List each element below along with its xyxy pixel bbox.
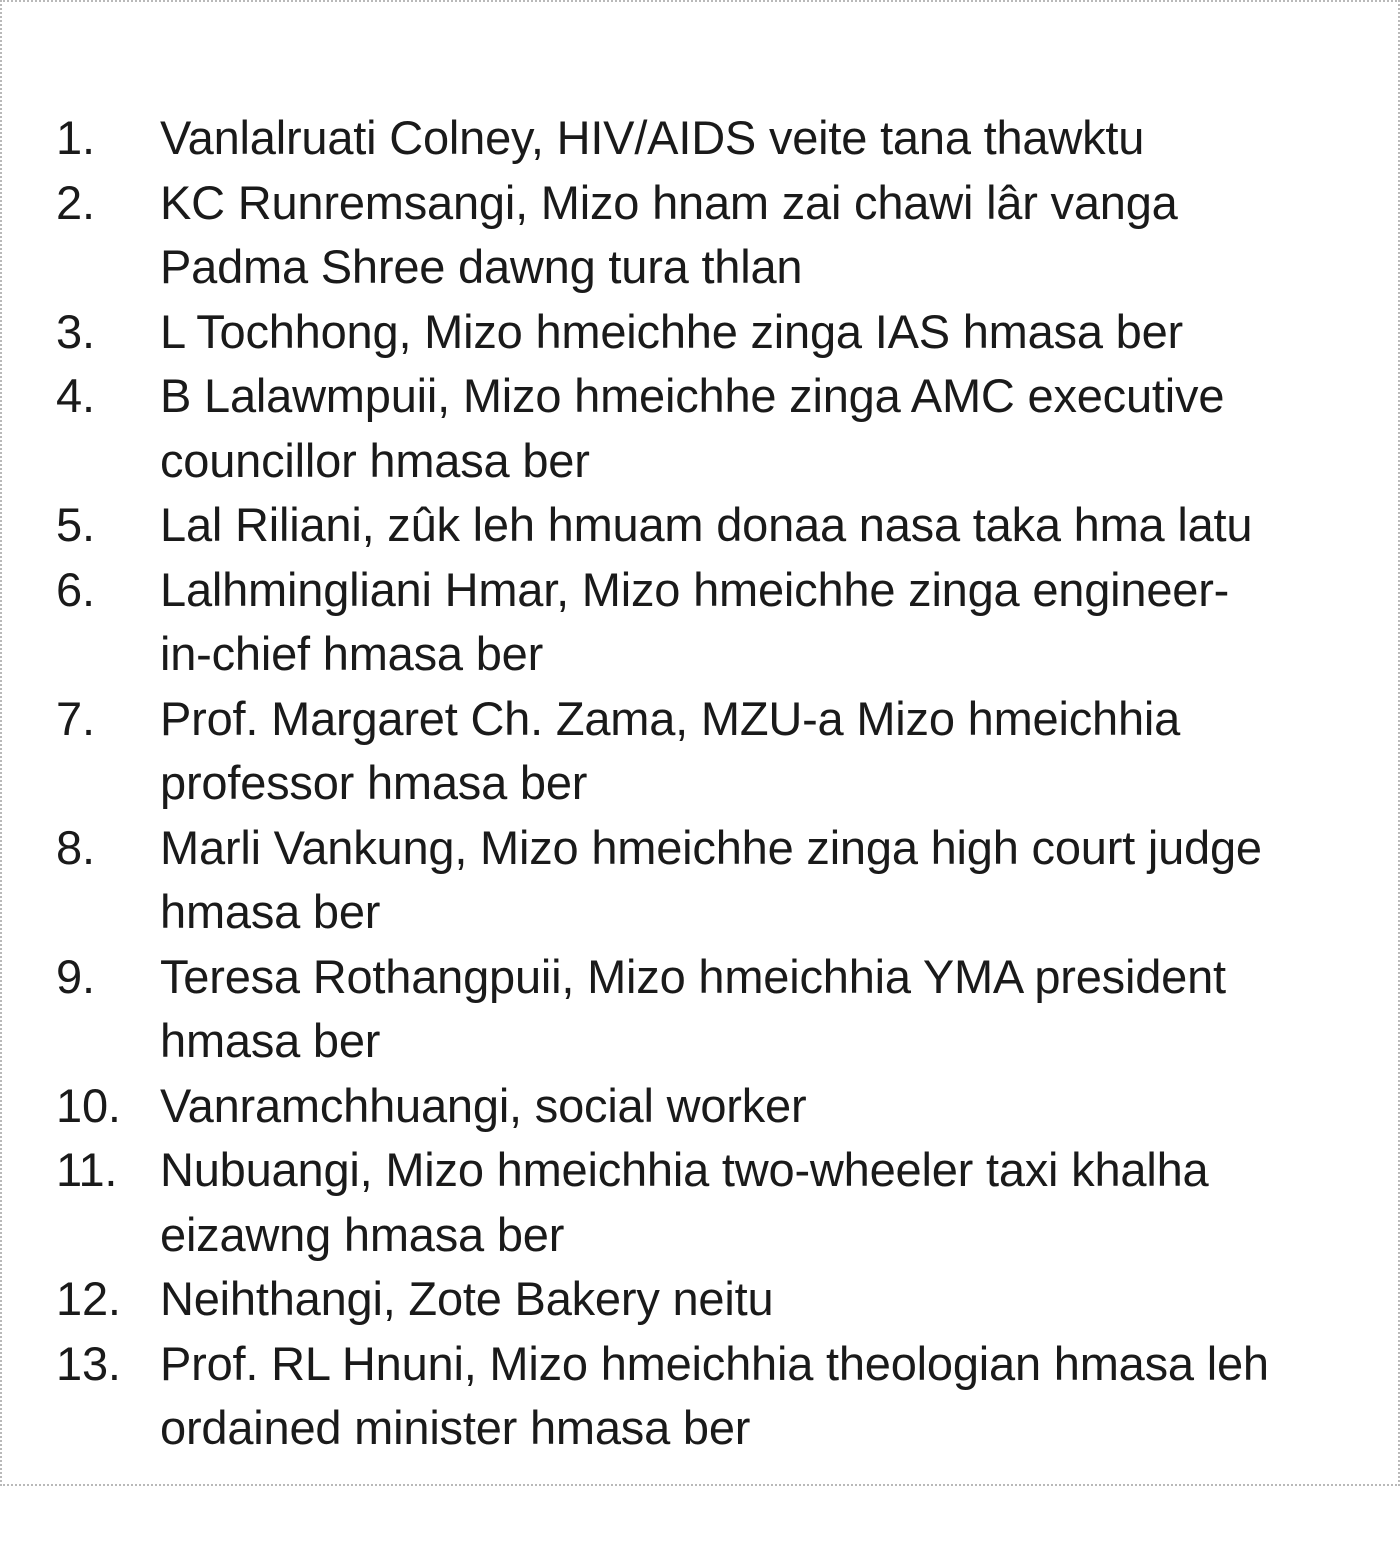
list-item-line: B Lalawmpuii, Mizo hmeichhe zinga AMC executive [160, 369, 1225, 422]
list-item-line: Teresa Rothangpuii, Mizo hmeichhia YMA president [160, 949, 1226, 1003]
list-item-text [160, 364, 1366, 493]
list-item-number: 7. [56, 691, 95, 745]
list-item-text [160, 300, 1366, 365]
list-item [56, 1074, 1366, 1139]
list-item [56, 106, 1366, 171]
list-item-line: L Tochhong, Mizo hmeichhe zinga IAS hmasa ber [160, 304, 1183, 358]
list-item-number: 9. [56, 949, 95, 1003]
list-item-line: Marli Vankung, Mizo hmeichhe zinga high court judge [160, 820, 1262, 874]
list-item-line: hmasa ber [160, 1014, 381, 1067]
list-item [56, 1138, 1366, 1267]
list-item-number: 1. [56, 111, 95, 164]
list-item [56, 493, 1366, 558]
list-item-number: 2. [56, 175, 95, 229]
list-item-line: eizawng hmasa ber [160, 1207, 565, 1261]
list-item-text [160, 687, 1366, 816]
list-item-text [160, 106, 1366, 171]
list-item [56, 300, 1366, 365]
list-item-line: ordained minister hmasa ber [160, 1401, 751, 1454]
numbered-list [56, 106, 1366, 1461]
list-item-line: Vanramchhuangi, social worker [160, 1078, 807, 1132]
list-item [56, 687, 1366, 816]
list-item-line: Neihthangi, Zote Bakery neitu [160, 1272, 774, 1325]
list-item-line: councillor hmasa ber [160, 433, 590, 487]
list-item [56, 1267, 1366, 1332]
list-item [56, 1332, 1366, 1461]
list-item-text [160, 1138, 1366, 1267]
list-item [56, 364, 1366, 493]
list-item-line: Prof. RL Hnuni, Mizo hmeichhia theologian hmasa leh [160, 1336, 1269, 1390]
list-item-line: Prof. Margaret Ch. Zama, MZU-a Mizo hmeichhia [160, 691, 1181, 745]
list-item-text [160, 1332, 1366, 1461]
list-item-number: 4. [56, 369, 95, 422]
list-item-number: 8. [56, 820, 95, 874]
list-item-text [160, 1267, 1366, 1332]
list-item-line: Nubuangi, Mizo hmeichhia two-wheeler taxi khalha [160, 1143, 1209, 1196]
list-item-number: 3. [56, 304, 95, 358]
list-item [56, 558, 1366, 687]
list-item-text [160, 558, 1366, 687]
list-item-number: 13. [56, 1336, 121, 1390]
list-item-line: Lalhmingliani Hmar, Mizo hmeichhe zinga engineer- [160, 562, 1230, 616]
list-item-text [160, 945, 1366, 1074]
list-item-number: 12. [56, 1272, 121, 1325]
list-item-number: 5. [56, 498, 95, 551]
list-item [56, 171, 1366, 300]
list-item-line: Lal Riliani, zûk leh hmuam donaa nasa taka hma latu [160, 498, 1253, 551]
list-item-line: professor hmasa ber [160, 756, 588, 809]
list-item [56, 816, 1366, 945]
list-item-text [160, 171, 1366, 300]
list-item-line: in-chief hmasa ber [160, 627, 544, 680]
list-item-line: KC Runremsangi, Mizo hnam zai chawi lâr vanga [160, 175, 1178, 229]
list-item-text [160, 493, 1366, 558]
list-item-text [160, 816, 1366, 945]
list-item-number: 6. [56, 562, 95, 616]
list-item-line: Padma Shree dawng tura thlan [160, 240, 803, 293]
list-item-line: hmasa ber [160, 885, 381, 938]
list-item-number: 11. [56, 1143, 118, 1196]
list-item-number: 10. [56, 1078, 121, 1132]
list-item [56, 945, 1366, 1074]
list-item-line: Vanlalruati Colney, HIV/AIDS veite tana thawktu [160, 111, 1145, 164]
list-item-text [160, 1074, 1366, 1139]
